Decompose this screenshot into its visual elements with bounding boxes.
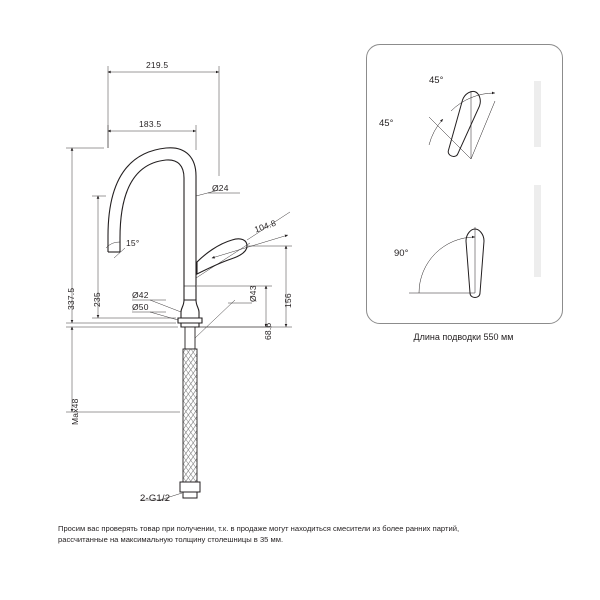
dim-handle-height: 156 <box>283 293 293 308</box>
footer-note-line1: Просим вас проверять товар при получении, т.к. в продаже могут находиться смесители из более ранних партий, <box>58 524 460 533</box>
faucet-drawing <box>0 0 340 520</box>
dim-base-diameter-top: Ø42 <box>132 290 149 300</box>
dim-height-to-spout: 235 <box>92 292 102 307</box>
angle-label-top-inner: 45° <box>379 118 394 129</box>
dim-base-diameter-bottom: Ø50 <box>132 302 149 312</box>
dim-handle-length: 104.8 <box>253 217 278 235</box>
angle-label-bottom: 90° <box>394 248 409 259</box>
angle-panel <box>366 44 563 324</box>
dim-offset-height: 68.6 <box>263 322 273 340</box>
footer-note-line2: рассчитанные на максимальную толщину столешницы в 35 мм. <box>58 535 284 544</box>
faucet-drawing-svg <box>0 0 340 520</box>
dim-spout-reach: 183.5 <box>139 119 162 129</box>
dim-hose-thread: 2-G1/2 <box>140 493 171 504</box>
dim-thread-diameter: Ø43 <box>248 285 258 302</box>
angle-panel-svg <box>367 45 560 321</box>
dim-spout-diameter: Ø24 <box>212 183 229 193</box>
footer-note <box>58 523 478 545</box>
dim-max-thickness: Max48 <box>70 398 80 425</box>
hose-length-caption: Длина подводки 550 мм <box>413 332 514 342</box>
dim-spout-angle: 15° <box>126 238 140 248</box>
dim-total-height: 337.5 <box>66 287 76 310</box>
dim-overall-reach: 219.5 <box>146 60 169 70</box>
angle-label-top-outer: 45° <box>429 75 444 86</box>
